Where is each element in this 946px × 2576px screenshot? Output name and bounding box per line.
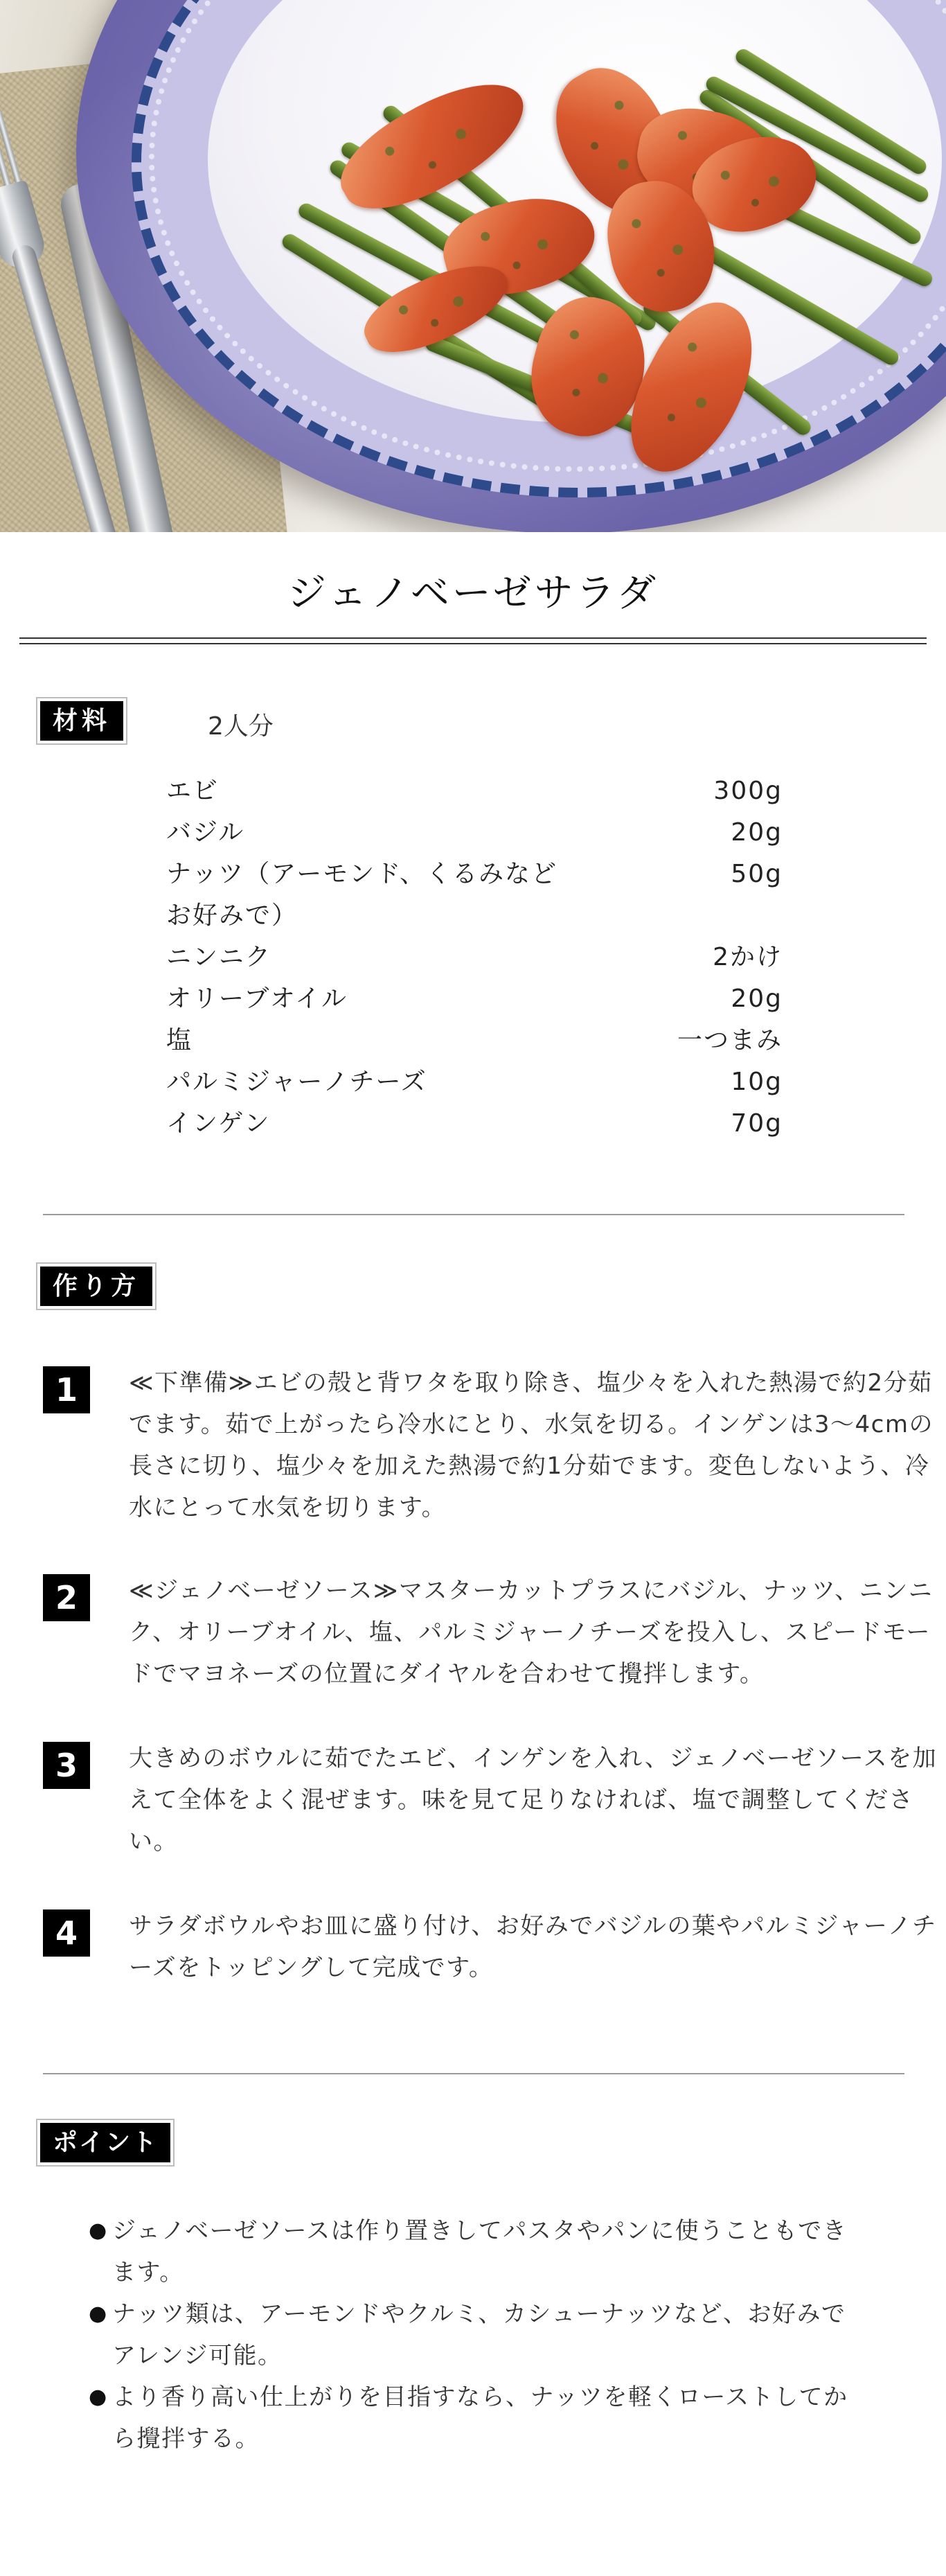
ingredient-amount: 70g — [731, 1109, 783, 1138]
ingredient-amount: 50g — [731, 860, 783, 888]
step-text: サラダボウルやお皿に盛り付け、お好みでバジルの葉やパルミジャーノチーズをトッピングして完成です。 — [129, 1912, 937, 1982]
step-number: 3 — [43, 1742, 90, 1789]
hero-photo — [0, 0, 946, 532]
point-item — [89, 2376, 857, 2460]
ingredient-amount: 10g — [731, 1068, 783, 1096]
method-tag — [36, 1262, 157, 1310]
ingredient-name: バジル — [166, 818, 245, 847]
ingredient-name: エビ — [166, 777, 220, 805]
ingredients-list — [166, 770, 783, 1145]
ingredients-tag — [36, 697, 127, 745]
step-number: 4 — [43, 1909, 90, 1957]
ingredient-amount: 一つまみ — [677, 1026, 783, 1055]
step-text: 大きめのボウルに茹でたエビ、インゲンを入れ、ジェノベーゼソースを加えて全体をよく混ぜます。味を見て足りなければ、塩で調整してください。 — [129, 1745, 938, 1855]
ingredient-row — [166, 854, 783, 937]
ingredient-name: パルミジャーノチーズ — [166, 1068, 427, 1096]
ingredient-name: ニンニク — [166, 943, 272, 971]
ingredient-name: ナッツ（アーモンド、くるみなどお好みで） — [166, 860, 557, 930]
points-list — [89, 2210, 857, 2460]
method-heading: 作り方 — [40, 1267, 152, 1306]
serving-size: 2人分 — [208, 712, 274, 741]
points-heading: ポイント — [40, 2123, 170, 2162]
points-tag — [36, 2119, 175, 2167]
ingredient-row — [166, 937, 783, 978]
ingredient-row — [166, 978, 783, 1020]
ingredient-name: インゲン — [166, 1109, 271, 1138]
step-text: ≪ジェノベーゼソース≫マスターカットプラスにバジル、ナッツ、ニンニク、オリーブオイル、塩、パルミジャーノチーズを投入し、スピードモードでマヨネーズの位置にダイヤルを合わせて攪拌します。 — [129, 1577, 934, 1688]
ingredient-amount: 20g — [731, 985, 783, 1013]
point-text: ナッツ類は、アーモンドやクルミ、カシューナッツなど、お好みでアレンジ可能。 — [112, 2300, 846, 2370]
page-title: ジェノベーゼサラダ — [287, 571, 659, 616]
point-text: ジェノベーゼソースは作り置きしてパスタやパンに使うこともできます。 — [112, 2217, 848, 2286]
ingredient-amount: 2かけ — [713, 943, 783, 971]
step-text: ≪下準備≫エビの殻と背ワタを取り除き、塩少々を入れた熱湯で約2分茹でます。茹で上がったら冷水にとり、水気を切る。インゲンは3〜4cmの長さに切り、塩少々を加えた熱湯で約1分茹でます。変色しないよう、冷水にとって水気を切ります。 — [129, 1369, 934, 1521]
ingredient-name: オリーブオイル — [166, 985, 348, 1013]
title-divider — [19, 637, 927, 639]
ingredients-heading: 材料 — [40, 701, 123, 741]
ingredient-row — [166, 1020, 783, 1061]
bullet-icon: ● — [89, 2218, 108, 2243]
point-item — [89, 2293, 857, 2376]
step-number: 2 — [43, 1574, 90, 1621]
bullet-icon: ● — [89, 2302, 108, 2326]
ingredient-row — [166, 1103, 783, 1145]
ingredient-amount: 20g — [731, 818, 783, 847]
step-number: 1 — [43, 1366, 90, 1413]
ingredient-amount: 300g — [713, 777, 783, 805]
ingredient-row — [166, 812, 783, 854]
ingredient-row — [166, 1061, 783, 1103]
bullet-icon: ● — [89, 2385, 108, 2409]
title-divider-bottom — [19, 643, 927, 644]
ingredient-name: 塩 — [166, 1026, 193, 1055]
point-item — [89, 2210, 857, 2293]
point-text: より香り高い仕上がりを目指すなら、ナッツを軽くローストしてから攪拌する。 — [112, 2383, 848, 2453]
ingredient-row — [166, 770, 783, 812]
section-divider — [43, 1214, 904, 1215]
section-divider — [43, 2073, 904, 2074]
